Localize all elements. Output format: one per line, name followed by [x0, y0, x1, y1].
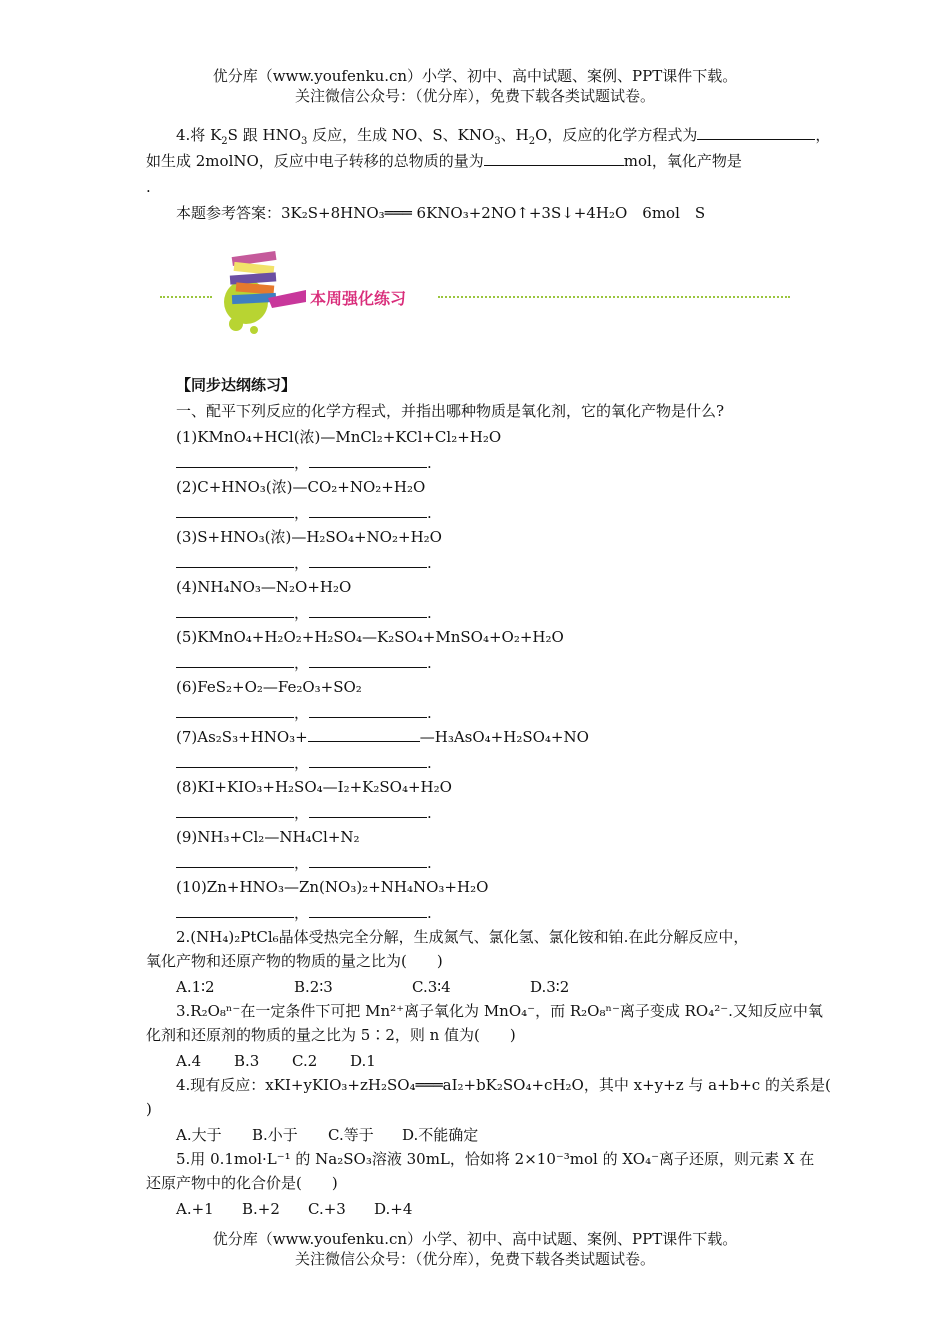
section-title: 【同步达纲练习】 [176, 376, 297, 394]
answer-blank[interactable] [176, 903, 294, 918]
books-icon [216, 244, 308, 336]
answer-blank[interactable] [309, 803, 427, 818]
answer-blank[interactable] [176, 803, 294, 818]
q4-text-c: 反应，生成 NO、S、KNO [307, 126, 495, 144]
question-4b-line-1: 4.现有反应：xKI+yKIO₃+zH₂SO₄═══aI₂+bK₂SO₄+cH₂O，其中 x+y+z 与 a+b+c 的关系是( [176, 1076, 831, 1094]
reaction-6-blanks: ， . [176, 702, 432, 724]
answer-blank[interactable] [176, 753, 294, 768]
option-d[interactable]: D.不能确定 [402, 1126, 479, 1144]
answer-blank[interactable] [309, 753, 427, 768]
option-c[interactable]: C.+3 [308, 1200, 346, 1218]
reaction-6: (6)FeS₂+O₂—Fe₂O₃+SO₂ [176, 678, 362, 696]
answer-blank[interactable] [176, 853, 294, 868]
answer-blank[interactable] [309, 603, 427, 618]
question-3-line-2: 化剂和还原剂的物质的量之比为 5∶2，则 n 值为( ) [146, 1026, 516, 1044]
reaction-7-blanks: ， . [176, 752, 432, 774]
question-3-line-1: 3.R₂O₈ⁿ⁻在一定条件下可把 Mn²⁺离子氧化为 MnO₄⁻，而 R₂O₈ⁿ⁻离子变成 RO₄²⁻.又知反应中氧 [176, 1002, 823, 1020]
reaction-3: (3)S+HNO₃(浓)—H₂SO₄+NO₂+H₂O [176, 528, 442, 546]
banner-dotted-line-right [438, 296, 790, 298]
answer-blank[interactable] [309, 703, 427, 718]
footer-line-2: 关注微信公众号：（优分库），免费下载各类试题试卷。 [294, 1250, 655, 1268]
question-4-line-2 [146, 150, 742, 172]
answer-blank[interactable] [176, 603, 294, 618]
question-2-line-1: 2.(NH₄)₂PtCl₆晶体受热完全分解，生成氮气、氯化氢、氯化铵和铂.在此分解反应中， [176, 928, 749, 946]
question-2-line-2: 氧化产物和还原产物的物质的量之比为( ) [146, 952, 443, 970]
reaction-3-blanks: ， . [176, 552, 432, 574]
option-c[interactable]: C.3∶4 [412, 978, 451, 996]
option-d[interactable]: D.+4 [374, 1200, 413, 1218]
header-line-2: 关注微信公众号：（优分库），免费下载各类试题试卷。 [294, 87, 655, 105]
header-line-1: 优分库（www.youfenku.cn）小学、初中、高中试题、案例、PPT课件下载。 [212, 67, 738, 85]
answer-blank[interactable] [176, 703, 294, 718]
reaction-4: (4)NH₄NO₃—N₂O+H₂O [176, 578, 352, 596]
reaction-2: (2)C+HNO₃(浓)—CO₂+NO₂+H₂O [176, 478, 426, 496]
question-4-answer [176, 202, 705, 224]
reaction-2-blanks: ， . [176, 502, 432, 524]
question-5-line-1: 5.用 0.1mol·L⁻¹ 的 Na₂SO₃溶液 30mL，恰如将 2×10⁻³mol 的 XO₄⁻离子还原，则元素 X 在 [176, 1150, 815, 1168]
q4-line2-text-end: mol，氧化产物是 [623, 152, 742, 170]
reaction-7: (7)As₂S₃+HNO₃+ —H₃AsO₄+H₂SO₄+NO [176, 728, 589, 746]
q4-text-b: S 跟 HNO [227, 126, 301, 144]
answer-blank[interactable] [309, 453, 427, 468]
reaction-4-blanks: ， . [176, 602, 432, 624]
answer-blank[interactable] [176, 503, 294, 518]
answer-blank[interactable] [176, 553, 294, 568]
reaction-5: (5)KMnO₄+H₂O₂+H₂SO₄—K₂SO₄+MnSO₄+O₂+H₂O [176, 628, 564, 646]
question-4b-line-2: ) [146, 1100, 152, 1118]
q4-line2-text: 如生成 2molNO，反应中电子转移的总物质的量为 [146, 152, 484, 170]
q4-text-a: 4.将 K [176, 126, 222, 144]
reaction-8-blanks: ， . [176, 802, 432, 824]
option-a[interactable]: A.大于 [176, 1126, 222, 1144]
reaction-1-blanks: ， . [176, 452, 432, 474]
option-d[interactable]: D.3∶2 [530, 978, 570, 996]
answer-blank[interactable] [308, 727, 420, 742]
answer-blank[interactable] [309, 503, 427, 518]
reaction-9-blanks: ， . [176, 852, 432, 874]
reaction-5-blanks: ， . [176, 652, 432, 674]
option-b[interactable]: B.小于 [252, 1126, 298, 1144]
answer-blank[interactable] [176, 653, 294, 668]
banner-title: 本周强化练习 [310, 289, 407, 308]
part-one-intro: 一、配平下列反应的化学方程式，并指出哪种物质是氧化剂，它的氧化产物是什么? [176, 402, 725, 420]
q4-text-d: 、H [500, 126, 529, 144]
option-c[interactable]: C.等于 [328, 1126, 374, 1144]
option-a[interactable]: A.1∶2 [176, 978, 215, 996]
option-b[interactable]: B.2∶3 [294, 978, 333, 996]
weekly-practice-banner [160, 244, 790, 340]
q4-text-e: O，反应的化学方程式为 [535, 126, 698, 144]
page-footer [0, 1229, 950, 1269]
answer-blank[interactable] [697, 125, 815, 140]
answer-blank[interactable] [176, 453, 294, 468]
banner-dotted-line-left [160, 296, 212, 298]
reaction-10: (10)Zn+HNO₃—Zn(NO₃)₂+NH₄NO₃+H₂O [176, 878, 489, 896]
option-b[interactable]: B.3 [234, 1052, 260, 1070]
answer-blank[interactable] [484, 151, 624, 166]
answer-blank[interactable] [309, 903, 427, 918]
option-d[interactable]: D.1 [350, 1052, 376, 1070]
page-header [0, 66, 950, 106]
reaction-10-blanks: ， . [176, 902, 432, 924]
question-4-line-3: . [146, 178, 151, 196]
reaction-1: (1)KMnO₄+HCl(浓)—MnCl₂+KCl+Cl₂+H₂O [176, 428, 502, 446]
answer-text: 3K₂S+8HNO₃═══ 6KNO₃+2NO↑+3S↓+4H₂O 6mol S [281, 204, 706, 222]
footer-line-1: 优分库（www.youfenku.cn）小学、初中、高中试题、案例、PPT课件下载。 [212, 1230, 738, 1248]
question-4-line-1: 4.将 $K_2S$ 跟 $HNO_3$ 反应，生成 NO、S、$KNO_3$、$H_2O$，反应的化学方程式为 ， [176, 126, 831, 147]
reaction-9: (9)NH₃+Cl₂—NH₄Cl+N₂ [176, 828, 360, 846]
option-c[interactable]: C.2 [292, 1052, 318, 1070]
answer-label: 本题参考答案： [176, 204, 282, 222]
answer-blank[interactable] [309, 853, 427, 868]
option-b[interactable]: B.+2 [242, 1200, 280, 1218]
reaction-8: (8)KI+KIO₃+H₂SO₄—I₂+K₂SO₄+H₂O [176, 778, 452, 796]
option-a[interactable]: A.4 [176, 1052, 202, 1070]
answer-blank[interactable] [309, 553, 427, 568]
option-a[interactable]: A.+1 [176, 1200, 214, 1218]
answer-blank[interactable] [309, 653, 427, 668]
question-5-line-2: 还原产物中的化合价是( ) [146, 1174, 338, 1192]
